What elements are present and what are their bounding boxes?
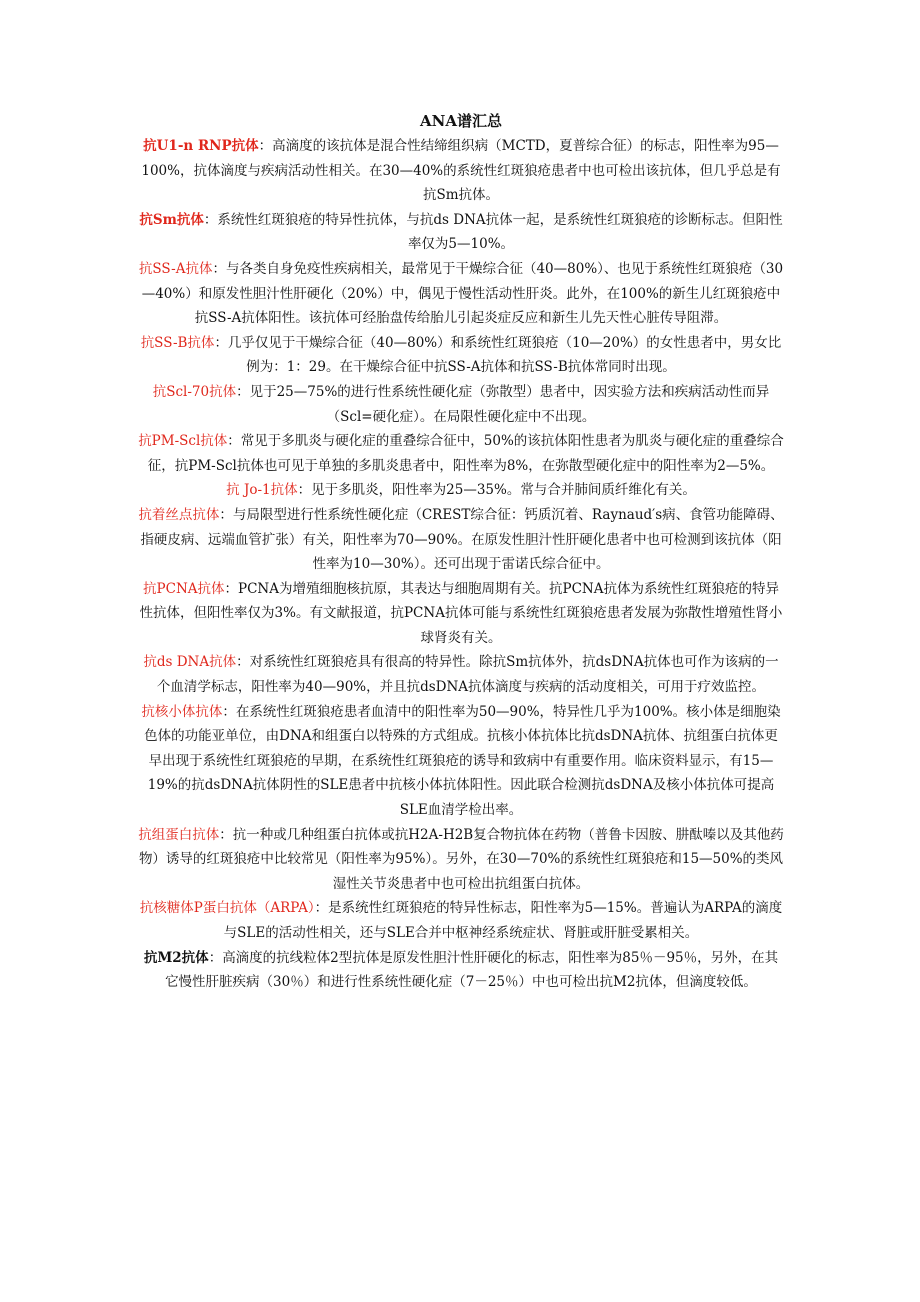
- entry-separator: ：: [224, 580, 239, 597]
- entry-term: 抗Scl-70抗体: [152, 383, 237, 400]
- entry-u1-rnp: [138, 134, 784, 208]
- entry-term: 抗核糖体P蛋白抗体（ARPA）: [139, 900, 315, 917]
- entry-body: 常见于多肌炎与硬化症的重叠综合征中，50%的该抗体阳性患者为肌炎与硬化症的重叠综合征，抗PM-Scl抗体也可见于单独的多肌炎患者中，阳性率为8%，在弥散型硬化症中的阳性率为2—5%。: [147, 433, 784, 474]
- entry-separator: ：: [219, 826, 233, 843]
- entry-separator: ：: [236, 654, 250, 671]
- entry-separator: ：: [314, 900, 329, 917]
- entry-separator: ：: [297, 482, 312, 499]
- entry-scl-70: [138, 380, 784, 429]
- entry-term: 抗PCNA抗体: [143, 580, 225, 597]
- entry-ss-a: [138, 257, 784, 331]
- entry-jo-1: [138, 478, 784, 503]
- entry-pm-scl: [138, 429, 784, 478]
- document-title: ANA谱汇总: [420, 112, 502, 130]
- entry-term: 抗PM-Scl抗体: [138, 433, 228, 450]
- entry-sm: [138, 208, 784, 257]
- entry-term: 抗M2抗体: [143, 949, 209, 966]
- entry-term: 抗SS-A抗体: [138, 260, 213, 277]
- entry-body: PCNA为增殖细胞核抗原，其表达与细胞周期有关。抗PCNA抗体为系统性红斑狼疮的特异性抗体，但阳性率仅为3%。有文献报道，抗PCNA抗体可能与系统性红斑狼疮患者发展为弥散性增殖性肾小球肾炎有关。: [139, 580, 783, 646]
- entry-body: 高滴度的抗线粒体2型抗体是原发性胆汁性肝硬化的标志，阳性率为85％－95％，另外，在其它慢性肝脏疾病（30％）和进行性系统性硬化症（7－25％）中也可检出抗M2抗体，但滴度较低。: [165, 949, 779, 991]
- entry-term: 抗SS-B抗体: [140, 334, 215, 351]
- entry-term: 抗Sm抗体: [139, 211, 204, 228]
- entry-separator: ：: [214, 334, 228, 351]
- entry-separator: ：: [212, 260, 226, 277]
- entry-m2: [138, 946, 784, 995]
- entry-term: 抗ds DNA抗体: [143, 654, 237, 671]
- entry-term: 抗着丝点抗体: [138, 506, 220, 523]
- entry-body: 与局限型进行性系统性硬化症（CREST综合征：钙质沉着、Raynaud′s病、食管功能障碍、指硬皮病、远端血管扩张）有关，阳性率为70—90%。在原发性胆汁性肝硬化患者中也可检测到该抗体（阳性率为10—30%）。还可出现于雷诺氏综合征中。: [140, 506, 784, 573]
- entry-separator: ：: [203, 211, 218, 228]
- entry-pcna: [138, 577, 784, 651]
- entry-term: 抗组蛋白抗体: [138, 826, 220, 843]
- entry-term: 抗核小体抗体: [141, 703, 223, 720]
- entry-body: 高滴度的该抗体是混合性结缔组织病（MCTD，夏普综合征）的标志，阳性率为95—100%，抗体滴度与疾病活动性相关。在30—40%的系统性红斑狼疮患者中也可检出该抗体，但几乎总是有抗Sm抗体。: [141, 138, 781, 204]
- entry-body: 在系统性红斑狼疮患者血清中的阳性率为50—90%，特异性几乎为100%。核小体是细胞染色体的功能亚单位，由DNA和组蛋白以特殊的方式组成。抗核小体抗体比抗dsDNA抗体、抗组蛋白抗体更早出现于系统性红斑狼疮的早期，在系统性红斑狼疮的诱导和致病中有重要作用。临床资料显示，有15—19%的抗dsDNA抗体阴性的SLE患者中抗核小体抗体阳性。因此联合检测抗dsDNA及核小体抗体可提高SLE血清学检出率。: [144, 703, 781, 819]
- entry-separator: ：: [222, 703, 236, 720]
- entry-nucleosome: [138, 700, 784, 823]
- entry-separator: ：: [258, 138, 273, 154]
- entry-arpa: [138, 896, 784, 945]
- entry-separator: ：: [208, 949, 223, 966]
- entry-body: 对系统性红斑狼疮具有很高的特异性。除抗Sm抗体外，抗dsDNA抗体也可作为该病的一个血清学标志，阳性率为40—90%，并且抗dsDNA抗体滴度与疾病的活动度相关，可用于疗效监控。: [156, 654, 779, 696]
- entry-separator: ：: [219, 506, 233, 523]
- entry-separator: ：: [236, 383, 250, 400]
- entry-term: 抗U1-n RNP抗体: [143, 138, 259, 154]
- entry-body: 见于25—75%的进行性系统性硬化症（弥散型）患者中，因实验方法和疾病活动性而异（Scl=硬化症）。在局限性硬化症中不出现。: [249, 383, 770, 425]
- entry-body: 与各类自身免疫性疾病相关，最常见于干燥综合征（40—80%）、也见于系统性红斑狼疮（30—40%）和原发性胆汁性肝硬化（20%）中，偶见于慢性活动性肝炎。此外，在100%的新生儿红斑狼疮中抗SS-A抗体阳性。该抗体可经胎盘传给胎儿引起炎症反应和新生儿先天性心脏传导阻滞。: [141, 260, 784, 327]
- entry-ds-dna: [138, 650, 784, 699]
- entry-body: 几乎仅见于干燥综合征（40—80%）和系统性红斑狼疮（10—20%）的女性患者中，男女比例为：1：29。在干燥综合征中抗SS-A抗体和抗SS-B抗体常同时出现。: [227, 334, 782, 376]
- entry-centromere: [138, 503, 784, 577]
- entry-histone: [138, 823, 784, 897]
- entry-ss-b: [138, 331, 784, 380]
- document-page: [138, 108, 784, 995]
- entry-body: 系统性红斑狼疮的特异性抗体，与抗ds DNA抗体一起，是系统性红斑狼疮的诊断标志。但阳性率仅为5—10%。: [217, 211, 783, 253]
- entry-body: 见于多肌炎，阳性率为25—35%。常与合并肺间质纤维化有关。: [311, 482, 696, 499]
- entry-body: 抗一种或几种组蛋白抗体或抗H2A-H2B复合物抗体在药物（普鲁卡因胺、肼酞嗪以及其他药物）诱导的红斑狼疮中比较常见（阳性率为95%）。另外，在30—70%的系统性红斑狼疮和15—50%的类风湿性关节炎患者中也可检出抗组蛋白抗体。: [138, 826, 784, 892]
- entry-body: 是系统性红斑狼疮的特异性标志，阳性率为5—15%。普遍认为ARPA的滴度与SLE的活动性相关，还与SLE合并中枢神经系统症状、肾脏或肝脏受累相关。: [223, 900, 783, 941]
- entry-separator: ：: [227, 433, 241, 450]
- entry-term: 抗 Jo-1抗体: [226, 482, 298, 499]
